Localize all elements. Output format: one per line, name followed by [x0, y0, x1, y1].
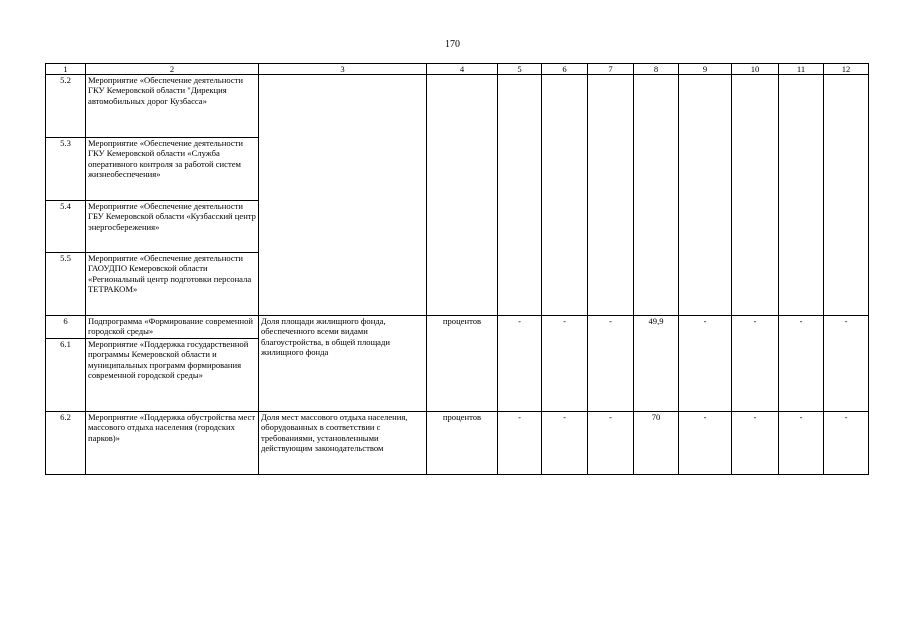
- row-number: 5.5: [46, 253, 86, 316]
- header-cell-1: 1: [46, 64, 86, 75]
- row-number: 6: [46, 316, 86, 339]
- header-cell-3: 3: [259, 64, 427, 75]
- header-cell-2: 2: [86, 64, 259, 75]
- header-cell-10: 10: [732, 64, 779, 75]
- table-row-5-2: [46, 75, 869, 138]
- indicators-table: [45, 63, 869, 475]
- row-number: 5.3: [46, 138, 86, 201]
- indicator-cell-empty: [259, 75, 427, 316]
- header-cell-12: 12: [824, 64, 869, 75]
- table-row-6-2: [46, 412, 869, 475]
- value-cell-9: -: [679, 412, 732, 475]
- value-cell-empty: [634, 75, 679, 316]
- row-number: 5.4: [46, 201, 86, 253]
- value-cell-7: -: [588, 412, 634, 475]
- value-cell-5: -: [498, 316, 542, 412]
- row-name: Мероприятие «Обеспечение деятельности ГБУ Кемеровской области «Кузбасский центр энергосбережения»: [86, 201, 259, 253]
- row-name: Мероприятие «Обеспечение деятельности ГКУ Кемеровской области «Служба оперативного контроля за работой систем жизнеобеспечения»: [86, 138, 259, 201]
- row-name: Мероприятие «Обеспечение деятельности ГАОУДПО Кемеровской области «Региональный центр подготовки персонала ТЕТРАКОМ»: [86, 253, 259, 316]
- row-name: Мероприятие «Поддержка обустройства мест массового отдыха населения (городских парков)»: [86, 412, 259, 475]
- table-header: [46, 64, 869, 75]
- header-cell-5: 5: [498, 64, 542, 75]
- value-cell-11: -: [779, 316, 824, 412]
- header-cell-8: 8: [634, 64, 679, 75]
- value-cell-9: -: [679, 316, 732, 412]
- value-cell-empty: [498, 75, 542, 316]
- value-cell-8: 70: [634, 412, 679, 475]
- header-cell-9: 9: [679, 64, 732, 75]
- value-cell-6: -: [542, 412, 588, 475]
- row-number: 5.2: [46, 75, 86, 138]
- header-cell-6: 6: [542, 64, 588, 75]
- value-cell-11: -: [779, 412, 824, 475]
- header-cell-11: 11: [779, 64, 824, 75]
- value-cell-empty: [542, 75, 588, 316]
- value-cell-empty: [588, 75, 634, 316]
- table-row-6: [46, 316, 869, 339]
- value-cell-empty: [779, 75, 824, 316]
- unit-cell: процентов: [427, 316, 498, 412]
- row-name: Подпрограмма «Формирование современной городской среды»: [86, 316, 259, 339]
- value-cell-7: -: [588, 316, 634, 412]
- value-cell-empty: [679, 75, 732, 316]
- value-cell-12: -: [824, 412, 869, 475]
- row-number: 6.2: [46, 412, 86, 475]
- page-number: 170: [445, 39, 460, 50]
- value-cell-10: -: [732, 412, 779, 475]
- indicator-cell: Доля площади жилищного фонда, обеспеченного всеми видами благоустройства, в общей площади жилищного фонда: [259, 316, 427, 412]
- row-name: Мероприятие «Обеспечение деятельности ГКУ Кемеровской области "Дирекция автомобильных дорог Кузбасса»: [86, 75, 259, 138]
- header-cell-7: 7: [588, 64, 634, 75]
- value-cell-empty: [824, 75, 869, 316]
- unit-cell-empty: [427, 75, 498, 316]
- value-cell-12: -: [824, 316, 869, 412]
- value-cell-8: 49,9: [634, 316, 679, 412]
- row-name: Мероприятие «Поддержка государственной программы Кемеровской области и муниципальных программ формирования современной городской среды»: [86, 339, 259, 412]
- header-cell-4: 4: [427, 64, 498, 75]
- value-cell-5: -: [498, 412, 542, 475]
- value-cell-10: -: [732, 316, 779, 412]
- row-number: 6.1: [46, 339, 86, 412]
- value-cell-6: -: [542, 316, 588, 412]
- indicator-cell: Доля мест массового отдыха населения, оборудованных в соответствии с требованиями, установленными действующим законодательством: [259, 412, 427, 475]
- value-cell-empty: [732, 75, 779, 316]
- header-row: [46, 64, 869, 75]
- unit-cell: процентов: [427, 412, 498, 475]
